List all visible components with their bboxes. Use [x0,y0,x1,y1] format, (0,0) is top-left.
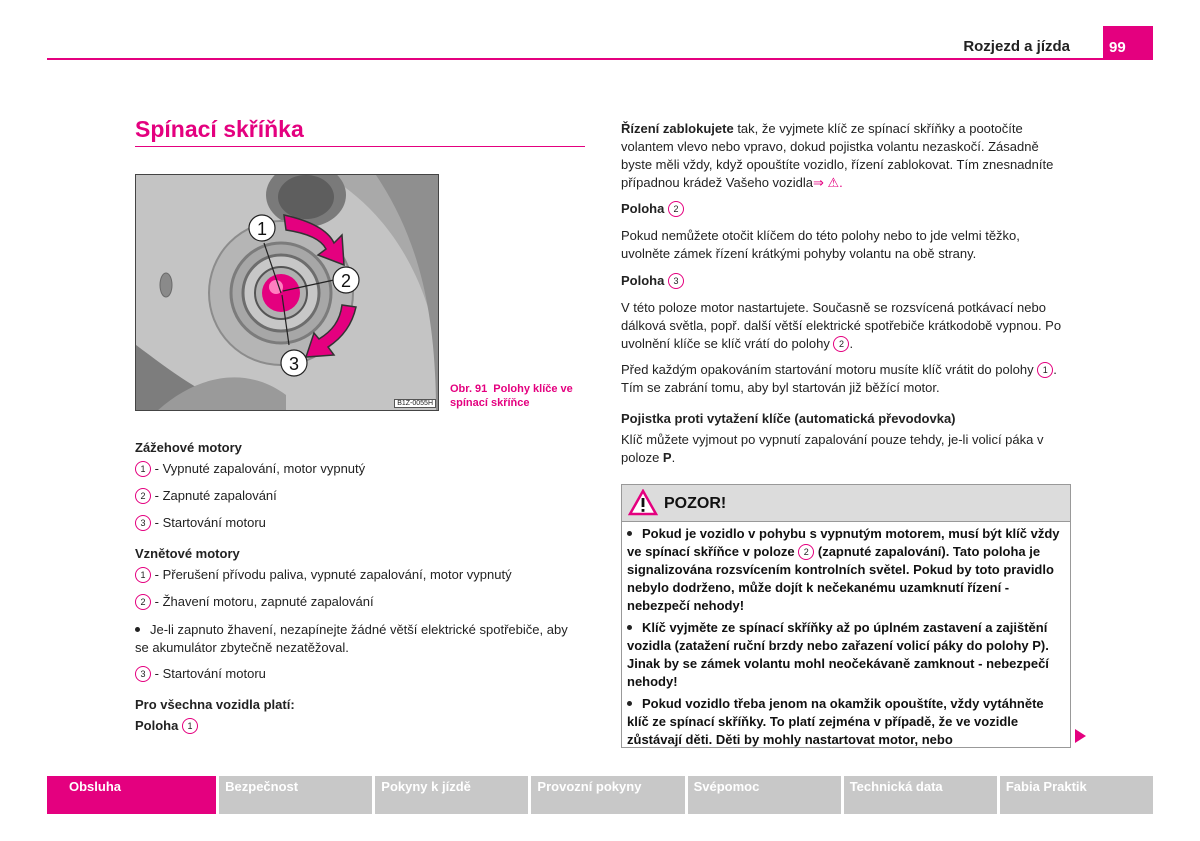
figure-number: Obr. 91 [450,383,488,395]
list-item [135,666,266,682]
position2-text: Pokud nemůžete otočit klíčem do této polohy nebo to jde velmi těžko, uvolněte zámek řízení krátkými pohyby volantu na obě strany. [621,228,1020,261]
figure-caption [450,382,600,410]
warning-triangle-icon [628,489,658,516]
warning-item [627,695,1067,749]
warning-box [621,484,1071,748]
all-vehicles-heading: Pro všechna vozidla platí: [135,697,295,712]
glow-note-text: Je-li zapnuto žhavení, nezapínejte žádné větší elektrické spotřebiče, aby se akumulátor zbytečně nezatěžoval. [135,622,568,655]
warning-text: (zapnuté zapalování). Tato poloha je signalizována rozsvícením kontrolních světel. Pokud by toto pravidlo nebylo dodrženo, může dojít k nečekanému uzamknutí řízení - nebezpečí nehody! [627,544,1054,613]
restart-paragraph [621,361,1071,397]
footer-nav [47,776,1153,814]
ignition-figure [135,174,439,411]
bullet-icon [135,627,140,632]
nav-tab-fabia-praktik[interactable]: Fabia Praktik [1000,776,1153,814]
position-number: 3 [135,666,151,682]
warning-body [627,525,1067,753]
section-rule [135,146,585,147]
warning-text: Pokud je vozidlo v pohybu s vypnutým motorem, musí být klíč vždy ve spínací skříňce v poloze [627,526,1060,559]
nav-tab-pokyny-k-jizde[interactable]: Pokyny k jízdě [375,776,528,814]
petrol-heading: Zážehové motory [135,440,242,455]
list-item [135,515,266,531]
figure-code: B1Z-0055H [394,399,436,408]
bullet-icon [627,625,632,630]
warning-item [627,525,1067,615]
position-number: 3 [135,515,151,531]
restart-text-a: Před každým opakováním startování motoru musíte klíč vrátit do polohy [621,362,1034,377]
nav-tab-bezpecnost[interactable]: Bezpečnost [219,776,372,814]
bullet-icon [627,701,632,706]
bullet-icon [627,531,632,536]
position-number: 2 [135,594,151,610]
glow-note [135,621,585,657]
steering-lock-text: tak, že vyjmete klíč ze spínací skříňky a pootočíte volantem vlevo nebo vpravo, dokud pojistka volantu nezaskočí. Zásadně byste měli vždy, když opouštíte vozidlo, řízení zablokovat. Tím znesnadníte případnou krádež Vašeho vozidla [621,121,1054,190]
continue-arrow-icon [1075,729,1086,743]
section-title: Spínací skříňka [135,116,304,142]
list-item [135,567,512,583]
key-lock-text-a: Klíč můžete vyjmout po vypnutí zapalování pouze tehdy, je-li volicí páka v poloze [621,432,1044,465]
position-number: 1 [135,461,151,477]
ignition-illustration [136,175,439,411]
chapter-title: Rozjezd a jízda [963,38,1070,55]
position2-heading [621,200,684,218]
nav-tab-provozni-pokyny[interactable]: Provozní pokyny [531,776,684,814]
nav-tab-technicka-data[interactable]: Technická data [844,776,997,814]
position3-text: V této poloze motor nastartujete. Současně se rozsvícená potkávací nebo dálková světla, popř. další větší elektrické spotřebiče krátkodobě vypnou. Po uvolnění klíče se klíč vrátí do polohy [621,300,1062,351]
callout-2: 2 [340,271,352,291]
position-heading [135,718,198,734]
steering-lock-lead: Řízení zablokujete [621,121,734,136]
list-item [135,461,365,477]
warning-title: POZOR! [664,495,727,512]
warning-text: Pokud vozidlo třeba jenom na okamžik opouštíte, vždy vytáhněte klíč ze spínací skříňky. To platí zejména v případě, že ve vozidle zůstávají děti. Děti by mohly nastartovat motor, nebo [627,696,1044,747]
nav-tab-obsluha[interactable]: Obsluha [47,776,216,814]
list-item-text: - Přerušení přívodu paliva, vypnuté zapalování, motor vypnutý [154,567,512,582]
page-number: 99 [1103,26,1153,60]
position-number: 1 [182,718,198,734]
list-item-text: - Žhavení motoru, zapnuté zapalování [154,594,374,609]
position-number: 3 [668,273,684,289]
restart-text-b: . Tím se zabrání tomu, aby byl startován již běžící motor. [621,362,1057,395]
key-lock-heading: Pojistka proti vytažení klíče (automatická převodovka) [621,411,956,426]
key-lock-text-b: . [671,450,676,465]
position3-heading [621,272,684,290]
list-item-text: - Startování motoru [154,666,266,681]
steering-lock-paragraph [621,120,1073,192]
warning-item [627,619,1067,691]
warning-text: Klíč vyjměte ze spínací skříňky až po úplném zastavení a zajištění vozidla (zatažení ruční brzdy nebo zařazení volicí páky do polohy P). Jinak by se zámek volantu mohl neočekávaně zamknout - nebezpečí nehody! [627,620,1049,689]
nav-tab-svepomoc[interactable]: Svépomoc [688,776,841,814]
header-rule [47,58,1105,60]
position3-paragraph: V této poloze motor nastartujete. Současně se rozsvícená potkávací nebo dálková světla, popř. další větší elektrické spotřebiče krátkodobě vypnou. Po uvolnění klíče se klíč vrátí do polohy 2 . [621,300,1062,351]
key-lock-paragraph [621,431,1071,467]
figure-caption-text: Polohy klíče ve spínací skříňce [450,383,573,409]
warning-header [622,485,1070,522]
position-number: 1 [1037,362,1053,378]
list-item [135,594,374,610]
position-label: Poloha [135,718,179,733]
diesel-heading: Vznětové motory [135,546,240,561]
list-item [135,488,277,504]
position-number: 1 [135,567,151,583]
position-number: 2 [833,336,849,352]
list-item-text: - Vypnuté zapalování, motor vypnutý [154,461,366,476]
list-item-text: - Startování motoru [154,515,266,530]
position-label: Poloha [621,201,665,216]
warning-ref-icon: ⇒ ⚠. [813,175,843,190]
position-number: 2 [668,201,684,217]
list-item-text: - Zapnuté zapalování [154,488,277,503]
position-number: 2 [135,488,151,504]
callout-3: 3 [288,354,300,374]
gear-p: P [662,450,672,465]
position-label: Poloha [621,273,665,288]
position-number: 2 [798,544,814,560]
callout-1: 1 [256,219,268,239]
